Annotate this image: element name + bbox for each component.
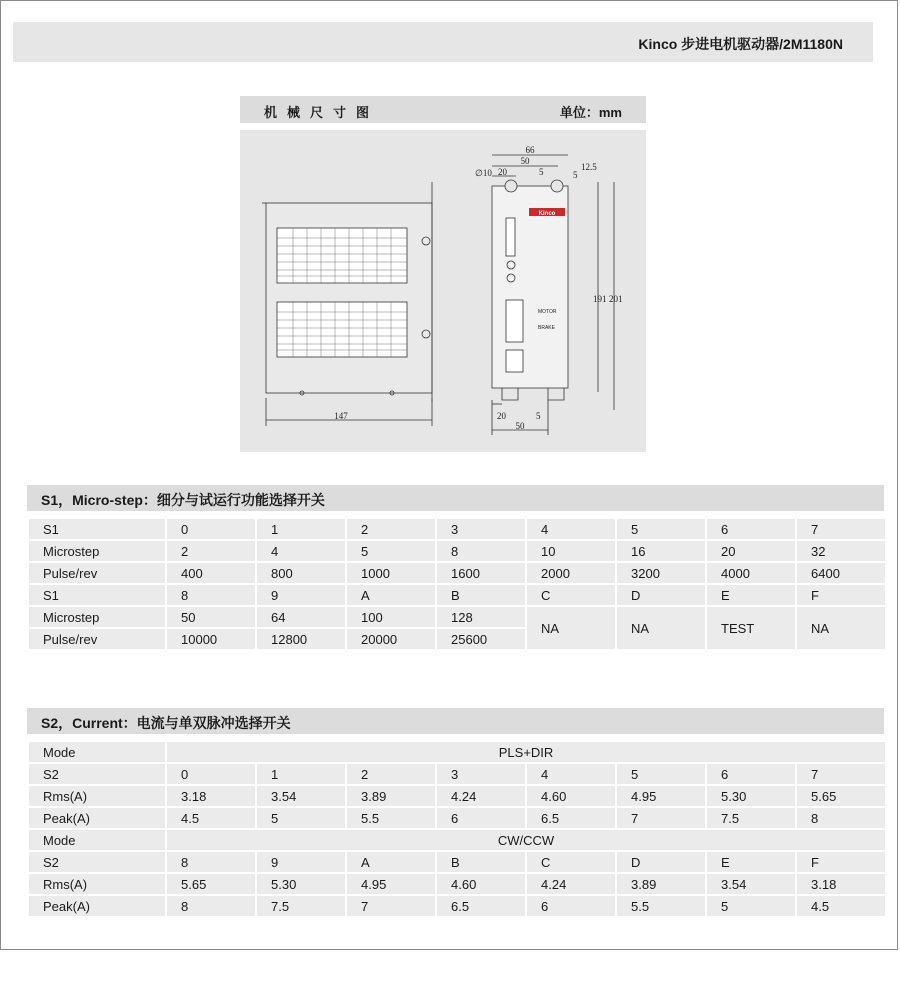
table-row [29, 585, 885, 605]
table-row [29, 541, 885, 561]
table-cell: 5.5 [617, 896, 705, 916]
table-cell: S2 [29, 764, 165, 784]
table-cell: 2 [167, 541, 255, 561]
table-cell: 2 [347, 519, 435, 539]
table-cell: 3 [437, 519, 525, 539]
table-cell: 6 [527, 896, 615, 916]
table-cell: 5 [347, 541, 435, 561]
table-cell: NA [617, 607, 705, 649]
table-cell: 4.95 [347, 874, 435, 894]
table-cell: 7.5 [257, 896, 345, 916]
table-cell: 10 [527, 541, 615, 561]
table-cell: Peak(A) [29, 808, 165, 828]
table-cell: A [347, 585, 435, 605]
table-cell: Microstep [29, 607, 165, 627]
dim-12-5: 12.5 [581, 162, 597, 172]
table-cell: 9 [257, 585, 345, 605]
table-cell: 7.5 [707, 808, 795, 828]
mechanical-drawing [240, 130, 646, 452]
table-cell: 64 [257, 607, 345, 627]
table-cell: NA [797, 607, 885, 649]
table-cell: 5.65 [167, 874, 255, 894]
table-cell: 6 [437, 808, 525, 828]
table-cell: 10000 [167, 629, 255, 649]
table-cell: 7 [797, 764, 885, 784]
table-cell: E [707, 852, 795, 872]
table-cell: CW/CCW [167, 830, 885, 850]
table-cell: Rms(A) [29, 874, 165, 894]
table-cell: 0 [167, 519, 255, 539]
s2-section-title: S2，Current：电流与单双脉冲选择开关 [41, 715, 291, 731]
header-title: Kinco 步进电机驱动器/2M1180N [638, 36, 843, 52]
table-row [29, 519, 885, 539]
table-cell: NA [527, 607, 615, 649]
table-cell: 1600 [437, 563, 525, 583]
table-cell: 400 [167, 563, 255, 583]
table-cell: 3.54 [257, 786, 345, 806]
dim-20-bottom: 20 [497, 411, 506, 421]
table-cell: 4000 [707, 563, 795, 583]
table-cell: 1 [257, 519, 345, 539]
table-cell: 4 [257, 541, 345, 561]
table-cell: 9 [257, 852, 345, 872]
table-cell: S2 [29, 852, 165, 872]
table-cell: 20 [707, 541, 795, 561]
table-cell: 50 [167, 607, 255, 627]
table-cell: Mode [29, 830, 165, 850]
s2-table [27, 740, 887, 918]
dim-5-bottom: 5 [536, 411, 541, 421]
table-cell: D [617, 852, 705, 872]
table-row [29, 742, 885, 762]
dim-147: 147 [334, 411, 348, 421]
logo-text: Kinco [538, 211, 556, 217]
table-row [29, 607, 885, 627]
table-cell: 5 [617, 519, 705, 539]
table-cell: PLS+DIR [167, 742, 885, 762]
table-cell: 5.5 [347, 808, 435, 828]
table-cell: 7 [617, 808, 705, 828]
table-row [29, 874, 885, 894]
table-cell: 3200 [617, 563, 705, 583]
table-cell: 5.65 [797, 786, 885, 806]
table-cell: 20000 [347, 629, 435, 649]
table-cell: 5.30 [707, 786, 795, 806]
table-cell: 25600 [437, 629, 525, 649]
table-cell: 16 [617, 541, 705, 561]
table-cell: 6 [707, 764, 795, 784]
table-cell: 12800 [257, 629, 345, 649]
drawing-title: 机械尺寸图 [264, 105, 380, 120]
table-row [29, 852, 885, 872]
table-cell: 2 [347, 764, 435, 784]
table-cell: Pulse/rev [29, 563, 165, 583]
table-cell: C [527, 585, 615, 605]
dim-50-bottom: 50 [515, 421, 525, 431]
table-cell: 1 [257, 764, 345, 784]
table-cell: B [437, 852, 525, 872]
table-cell: 1000 [347, 563, 435, 583]
table-cell: 4.5 [167, 808, 255, 828]
table-cell: 3 [437, 764, 525, 784]
dim-hole: ∅10 [475, 168, 492, 178]
table-cell: 3.89 [617, 874, 705, 894]
table-cell: 6.5 [437, 896, 525, 916]
s2-section-title-bar [27, 708, 884, 734]
brake-label: BRAKE [538, 325, 555, 331]
table-cell: 800 [257, 563, 345, 583]
table-cell: Mode [29, 742, 165, 762]
table-cell: D [617, 585, 705, 605]
table-row [29, 563, 885, 583]
table-cell: Microstep [29, 541, 165, 561]
dim-50-top: 50 [520, 156, 530, 166]
table-cell: 3.89 [347, 786, 435, 806]
table-cell: Pulse/rev [29, 629, 165, 649]
table-row [29, 764, 885, 784]
table-cell: 7 [797, 519, 885, 539]
dim-20-top: 20 [498, 167, 507, 177]
table-cell: C [527, 852, 615, 872]
table-cell: Peak(A) [29, 896, 165, 916]
table-cell: 0 [167, 764, 255, 784]
table-cell: 8 [167, 585, 255, 605]
table-cell: 8 [797, 808, 885, 828]
table-cell: 7 [347, 896, 435, 916]
drawing-header [240, 96, 646, 123]
table-cell: 4 [527, 519, 615, 539]
drawing-svg [240, 130, 646, 452]
dim-201: 201 [609, 294, 623, 304]
table-row [29, 830, 885, 850]
s1-table [27, 517, 887, 651]
table-cell: Rms(A) [29, 786, 165, 806]
table-cell: 4 [527, 764, 615, 784]
table-cell: 4.5 [797, 896, 885, 916]
table-cell: 100 [347, 607, 435, 627]
dim-191: 191 [593, 294, 607, 304]
s1-section-title: S1，Micro-step：细分与试运行功能选择开关 [41, 492, 325, 508]
table-cell: F [797, 852, 885, 872]
table-cell: 4.95 [617, 786, 705, 806]
table-cell: E [707, 585, 795, 605]
table-cell: TEST [707, 607, 795, 649]
motor-label: MOTOR [538, 309, 557, 315]
s1-section-title-bar [27, 485, 884, 511]
table-cell: S1 [29, 585, 165, 605]
table-cell: 8 [437, 541, 525, 561]
table-cell: 4.60 [437, 874, 525, 894]
table-cell: 5.30 [257, 874, 345, 894]
table-cell: 5 [707, 896, 795, 916]
table-cell: 3.18 [797, 874, 885, 894]
table-cell: S1 [29, 519, 165, 539]
dim-5-side: 5 [573, 170, 578, 180]
header-bar [13, 22, 873, 62]
table-cell: 8 [167, 896, 255, 916]
table-cell: B [437, 585, 525, 605]
table-cell: 3.54 [707, 874, 795, 894]
table-cell: 6 [707, 519, 795, 539]
table-cell: F [797, 585, 885, 605]
drawing-unit: 单位：mm [559, 105, 622, 120]
table-row [29, 786, 885, 806]
table-cell: 32 [797, 541, 885, 561]
dim-66: 66 [525, 145, 535, 155]
table-row [29, 896, 885, 916]
table-cell: 4.24 [527, 874, 615, 894]
table-cell: 4.24 [437, 786, 525, 806]
table-cell: 8 [167, 852, 255, 872]
table-cell: 4.60 [527, 786, 615, 806]
table-row [29, 808, 885, 828]
table-cell: 5 [257, 808, 345, 828]
table-cell: 5 [617, 764, 705, 784]
table-cell: 6.5 [527, 808, 615, 828]
table-cell: 2000 [527, 563, 615, 583]
table-cell: 6400 [797, 563, 885, 583]
table-cell: 3.18 [167, 786, 255, 806]
table-cell: 128 [437, 607, 525, 627]
dim-5-top: 5 [539, 167, 544, 177]
table-cell: A [347, 852, 435, 872]
